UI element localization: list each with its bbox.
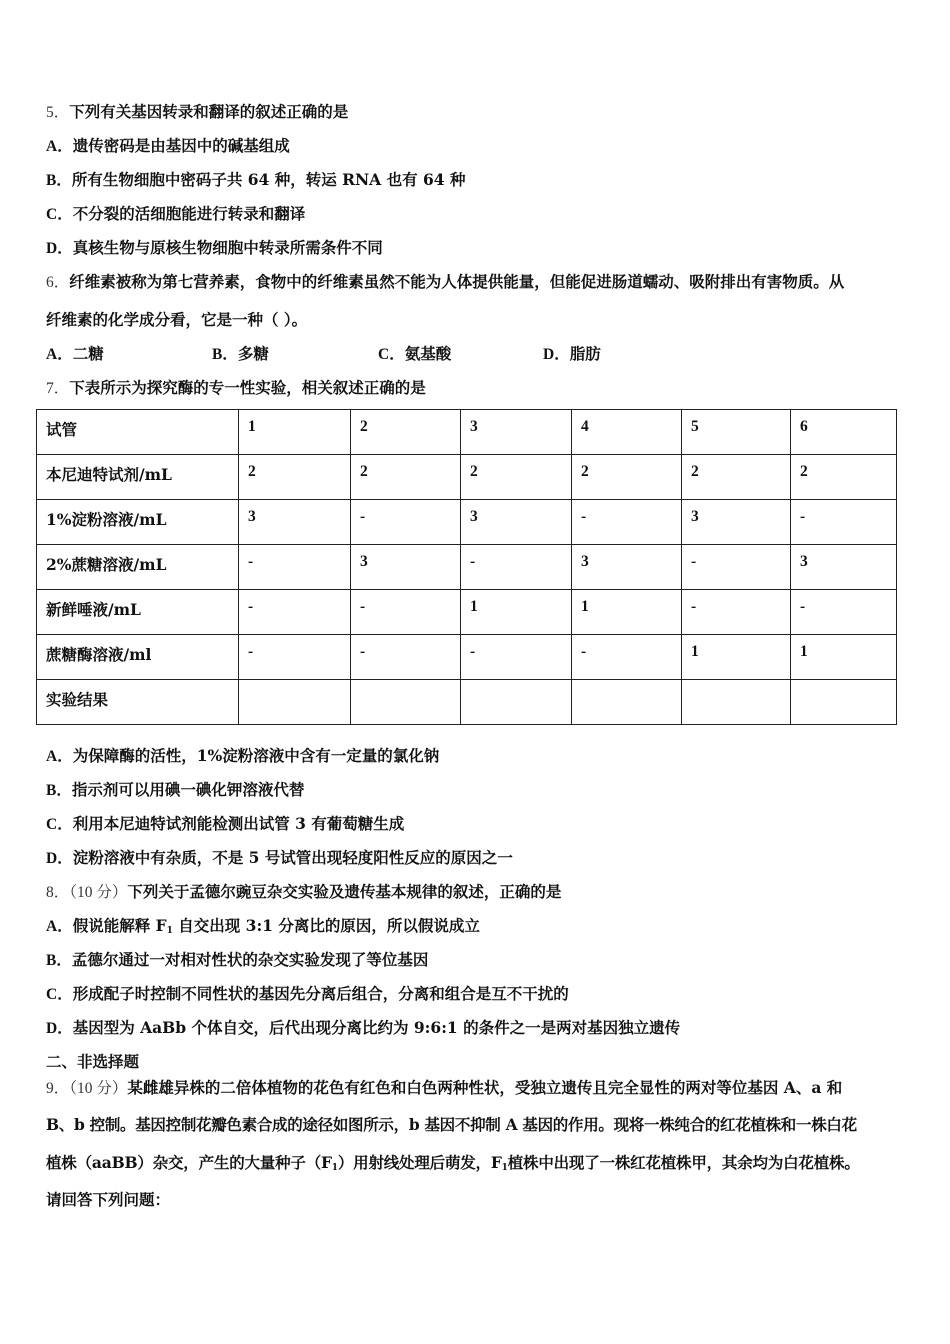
q5-stem bbox=[46, 102, 348, 123]
q9-text-1: 某雌雄异株的二倍体植物的花色有红色和白色两种性状，受独立遗传且完全显性的两对等位基因 A、a 和 bbox=[127, 1078, 843, 1097]
option-text-pre: 假说能解释 F bbox=[72, 916, 167, 935]
q9-text-3a: 植株（aaBB）杂交，产生的大量种子（F bbox=[46, 1153, 332, 1172]
subscript: 1 bbox=[331, 1163, 338, 1173]
option-text: 所有生物细胞中密码子共 64 种，转运 RNA 也有 64 种 bbox=[71, 170, 466, 189]
table-cell: 2 bbox=[572, 455, 682, 500]
row-header: 实验结果 bbox=[37, 680, 239, 725]
row-header: 新鲜唾液/mL bbox=[37, 590, 239, 635]
q6-option-b bbox=[212, 344, 269, 365]
q9-text-3b: ）用射线处理后萌发，F bbox=[337, 1153, 502, 1172]
table-cell: - bbox=[682, 590, 791, 635]
option-text: 不分裂的活细胞能进行转录和翻译 bbox=[72, 204, 306, 223]
option-text: 形成配子时控制不同性状的基因先分离后组合，分离和组合是互不干扰的 bbox=[72, 984, 569, 1003]
q6-option-a bbox=[46, 344, 104, 365]
option-label: A． bbox=[46, 748, 73, 765]
option-label: B． bbox=[46, 172, 72, 189]
option-label: C． bbox=[46, 986, 73, 1003]
subscript: 1 bbox=[166, 926, 173, 936]
table-cell: - bbox=[239, 590, 351, 635]
table-cell: - bbox=[461, 635, 572, 680]
q7-option-a bbox=[46, 746, 439, 767]
table-cell: - bbox=[239, 545, 351, 590]
q8-stem-text: 下列关于孟德尔豌豆杂交实验及遗传基本规律的叙述，正确的是 bbox=[127, 882, 562, 901]
q5-stem-text: 下列有关基因转录和翻译的叙述正确的是 bbox=[69, 102, 349, 121]
q9-number: 9． bbox=[46, 1080, 70, 1097]
table-row bbox=[37, 455, 897, 500]
table-row bbox=[37, 635, 897, 680]
q5-option-a bbox=[46, 136, 290, 157]
option-text-post: 自交出现 3:1 分离比的原因，所以假说成立 bbox=[172, 916, 480, 935]
subscript: 1 bbox=[501, 1163, 508, 1173]
table-cell: 2 bbox=[351, 410, 461, 455]
option-text: 为保障酶的活性，1%淀粉溶液中含有一定量的氯化钠 bbox=[72, 746, 440, 765]
q6-stem-text-2: 纤维素的化学成分看，它是一种（ ）。 bbox=[46, 310, 308, 329]
table-cell: 4 bbox=[572, 410, 682, 455]
table-cell: - bbox=[351, 635, 461, 680]
table-cell: - bbox=[572, 635, 682, 680]
option-text: 孟德尔通过一对相对性状的杂交实验发现了等位基因 bbox=[71, 950, 429, 969]
table-cell: 1 bbox=[682, 635, 791, 680]
table-cell: 1 bbox=[239, 410, 351, 455]
q6-stem-line2 bbox=[46, 310, 307, 330]
table-cell bbox=[572, 680, 682, 725]
table-cell: 3 bbox=[461, 500, 572, 545]
option-label: D． bbox=[46, 240, 73, 257]
q8-option-b bbox=[46, 950, 428, 971]
q5-option-c bbox=[46, 204, 305, 225]
table-cell: 3 bbox=[461, 410, 572, 455]
q7-option-d bbox=[46, 848, 513, 869]
q6-stem-line1 bbox=[46, 272, 844, 293]
table-cell: 2 bbox=[351, 455, 461, 500]
q9-line3 bbox=[46, 1153, 860, 1178]
table-cell bbox=[461, 680, 572, 725]
q8-option-a bbox=[46, 916, 480, 941]
q9-text-2: B、b 控制。基因控制花瓣色素合成的途径如图所示，b 基因不抑制 A 基因的作用。现将一株纯合的红花植株和一株白花 bbox=[46, 1115, 857, 1134]
table-cell: 1 bbox=[572, 590, 682, 635]
option-text: 遗传密码是由基因中的碱基组成 bbox=[72, 136, 290, 155]
table-cell: 5 bbox=[682, 410, 791, 455]
q8-option-d bbox=[46, 1018, 680, 1039]
table-cell: 2 bbox=[682, 455, 791, 500]
table-cell: - bbox=[461, 545, 572, 590]
option-text: 二糖 bbox=[72, 344, 104, 363]
q6-stem-text-1: 纤维素被称为第七营养素，食物中的纤维素虽然不能为人体提供能量，但能促进肠道蠕动、吸附排出有害物质。从 bbox=[69, 272, 845, 291]
section-heading bbox=[46, 1052, 139, 1072]
option-label: A． bbox=[46, 346, 73, 363]
table-cell: 3 bbox=[351, 545, 461, 590]
q7-stem bbox=[46, 378, 426, 399]
q7-option-b bbox=[46, 780, 304, 801]
option-label: C． bbox=[378, 346, 405, 363]
table-row bbox=[37, 680, 897, 725]
table-cell: - bbox=[791, 590, 897, 635]
table-row bbox=[37, 500, 897, 545]
q9-text-4: 请回答下列问题： bbox=[46, 1190, 171, 1209]
row-header: 本尼迪特试剂/mL bbox=[37, 455, 239, 500]
option-label: B． bbox=[212, 346, 238, 363]
row-header: 试管 bbox=[37, 410, 239, 455]
q5-number: 5． bbox=[46, 104, 70, 121]
table-cell: - bbox=[351, 590, 461, 635]
q6-number: 6． bbox=[46, 274, 70, 291]
option-text: 氨基酸 bbox=[404, 344, 452, 363]
row-header: 1%淀粉溶液/mL bbox=[37, 500, 239, 545]
option-label: D． bbox=[46, 1020, 73, 1037]
table-cell: 6 bbox=[791, 410, 897, 455]
table-cell: 3 bbox=[239, 500, 351, 545]
table-cell: - bbox=[682, 545, 791, 590]
option-label: B． bbox=[46, 782, 72, 799]
table-cell: 3 bbox=[572, 545, 682, 590]
table-cell: 1 bbox=[461, 590, 572, 635]
option-label: A． bbox=[46, 138, 73, 155]
row-header: 蔗糖酶溶液/ml bbox=[37, 635, 239, 680]
q6-option-d bbox=[543, 344, 601, 365]
option-text: 淀粉溶液中有杂质，不是 5 号试管出现轻度阳性反应的原因之一 bbox=[72, 848, 513, 867]
q9-text-3c: 植株中出现了一株红花植株甲，其余均为白花植株。 bbox=[507, 1153, 860, 1172]
option-text: 多糖 bbox=[237, 344, 269, 363]
q7-number: 7． bbox=[46, 380, 70, 397]
option-text: 脂肪 bbox=[569, 344, 601, 363]
q5-option-b bbox=[46, 170, 465, 191]
option-text: 基因型为 AaBb 个体自交，后代出现分离比约为 9:6:1 的条件之一是两对基因独立遗传 bbox=[72, 1018, 681, 1037]
table-cell: 3 bbox=[791, 545, 897, 590]
section-title: 二、非选择题 bbox=[46, 1052, 140, 1071]
table-row bbox=[37, 410, 897, 455]
q9-line4 bbox=[46, 1190, 170, 1210]
q8-stem bbox=[46, 882, 561, 903]
table-row bbox=[37, 545, 897, 590]
experiment-table bbox=[36, 409, 897, 725]
q9-line2 bbox=[46, 1115, 857, 1135]
table-cell bbox=[791, 680, 897, 725]
q7-stem-text: 下表所示为探究酶的专一性实验，相关叙述正确的是 bbox=[69, 378, 426, 397]
table-cell bbox=[351, 680, 461, 725]
q9-score: （10 分） bbox=[69, 1080, 128, 1097]
table-cell: 3 bbox=[682, 500, 791, 545]
option-text: 利用本尼迪特试剂能检测出试管 3 有葡萄糖生成 bbox=[72, 814, 405, 833]
q7-option-c bbox=[46, 814, 404, 835]
q9-line1 bbox=[46, 1078, 842, 1099]
option-text: 真核生物与原核生物细胞中转录所需条件不同 bbox=[72, 238, 383, 257]
table-row bbox=[37, 590, 897, 635]
option-label: D． bbox=[543, 346, 570, 363]
option-text: 指示剂可以用碘一碘化钾溶液代替 bbox=[71, 780, 305, 799]
table-cell: - bbox=[572, 500, 682, 545]
table-cell: 2 bbox=[461, 455, 572, 500]
table-cell: - bbox=[791, 500, 897, 545]
option-label: B． bbox=[46, 952, 72, 969]
table-cell bbox=[682, 680, 791, 725]
table-cell: - bbox=[239, 635, 351, 680]
table-cell: 2 bbox=[791, 455, 897, 500]
q8-score: （10 分） bbox=[69, 884, 128, 901]
table-cell: 2 bbox=[239, 455, 351, 500]
table-cell bbox=[239, 680, 351, 725]
table-cell: - bbox=[351, 500, 461, 545]
row-header: 2%蔗糖溶液/mL bbox=[37, 545, 239, 590]
q8-number: 8． bbox=[46, 884, 70, 901]
q6-option-c bbox=[378, 344, 451, 365]
table-cell: 1 bbox=[791, 635, 897, 680]
option-label: D． bbox=[46, 850, 73, 867]
option-label: C． bbox=[46, 816, 73, 833]
q8-option-c bbox=[46, 984, 569, 1005]
option-label: A． bbox=[46, 918, 73, 935]
q5-option-d bbox=[46, 238, 383, 259]
option-label: C． bbox=[46, 206, 73, 223]
